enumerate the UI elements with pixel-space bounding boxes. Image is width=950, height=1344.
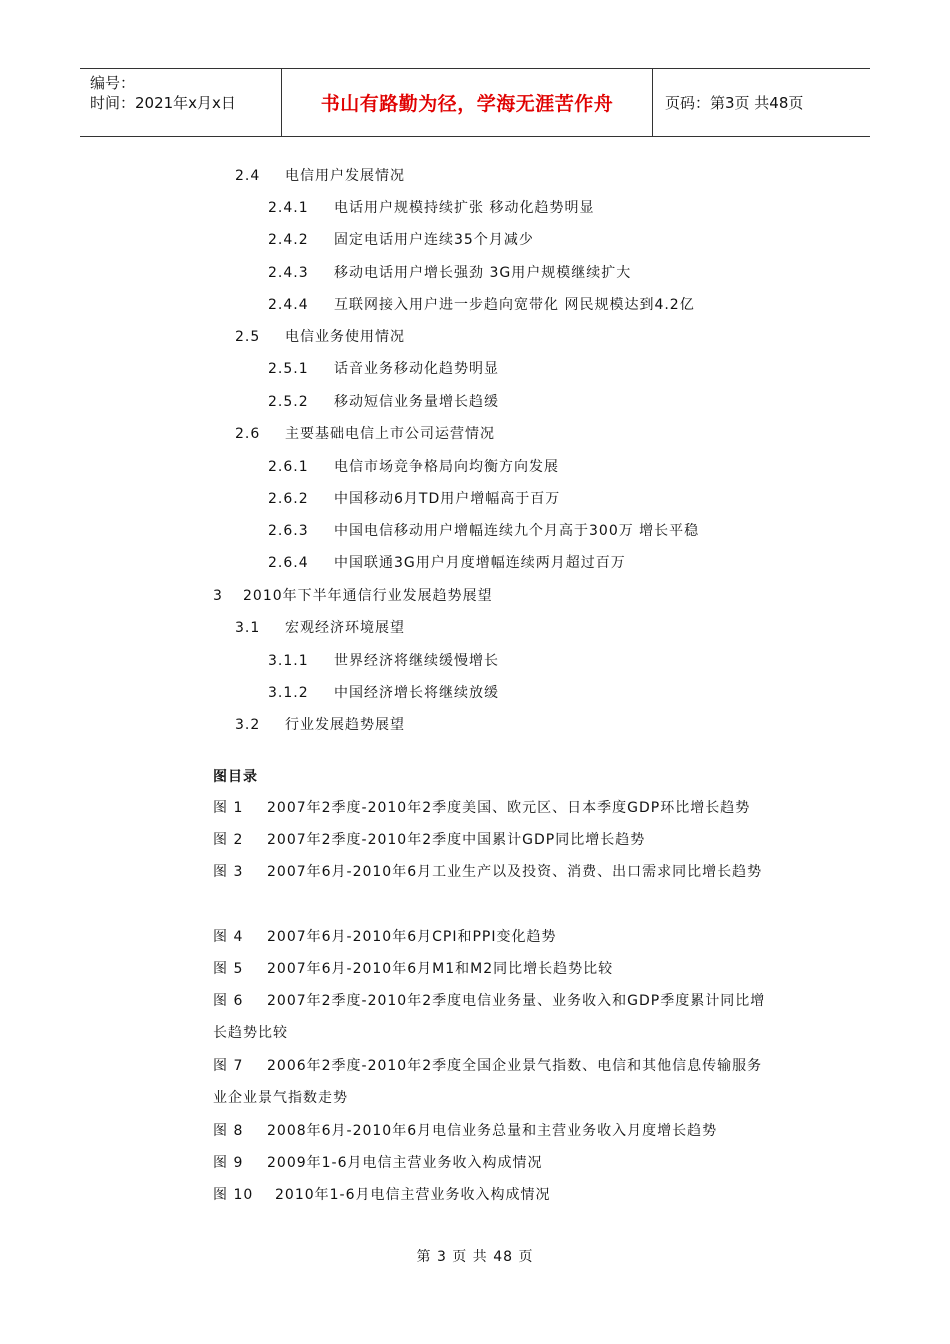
- toc-text: 行业发展趋势展望: [285, 717, 405, 733]
- toc-text: 中国移动6月TD用户增幅高于百万: [334, 491, 561, 507]
- document-number-label: 编号：: [90, 74, 136, 92]
- toc-number: 2.4.2: [268, 232, 309, 248]
- figure-entry[interactable]: [213, 1115, 773, 1147]
- toc-entry[interactable]: [235, 617, 405, 637]
- figure-number: 图 2: [213, 832, 244, 848]
- toc-number: 2.6.1: [268, 459, 309, 475]
- toc-number: 3.1: [235, 620, 261, 636]
- figure-entry[interactable]: [213, 856, 773, 888]
- toc-entry[interactable]: [268, 294, 695, 314]
- figure-number: 图 6: [213, 993, 244, 1009]
- toc-number: 2.6.3: [268, 523, 309, 539]
- figure-entry[interactable]: [213, 792, 773, 824]
- toc-entry[interactable]: [235, 714, 405, 734]
- figure-text: 2006年2季度-2010年2季度全国企业景气指数、电信和其他信息传输服务业企业景气指数走势: [213, 1058, 763, 1106]
- toc-entry[interactable]: [268, 650, 499, 670]
- figure-text: 2007年2季度-2010年2季度美国、欧元区、日本季度GDP环比增长趋势: [267, 800, 751, 816]
- figures-title: 图目录: [213, 769, 258, 785]
- toc-number: 2.4.4: [268, 297, 309, 313]
- figure-number: 图 3: [213, 864, 244, 880]
- toc-number: 3.1.2: [268, 685, 309, 701]
- figure-entry[interactable]: [213, 921, 773, 953]
- toc-text: 宏观经济环境展望: [285, 620, 405, 636]
- toc-entry[interactable]: [268, 488, 560, 508]
- figure-text: 2007年2季度-2010年2季度中国累计GDP同比增长趋势: [267, 832, 646, 848]
- figure-entry[interactable]: [213, 985, 773, 1049]
- toc-number: 3.2: [235, 717, 261, 733]
- toc-number: 2.6.4: [268, 555, 309, 571]
- figure-text: 2010年1-6月电信主营业务收入构成情况: [275, 1187, 551, 1203]
- toc-text: 世界经济将继续缓慢增长: [334, 653, 499, 669]
- figure-text: 2007年2季度-2010年2季度电信业务量、业务收入和GDP季度累计同比增长趋势比较: [213, 993, 766, 1041]
- toc-number: 2.5: [235, 329, 261, 345]
- toc-entry[interactable]: [268, 520, 699, 540]
- toc-entry[interactable]: [235, 423, 495, 443]
- toc-number: 2.4: [235, 168, 261, 184]
- figure-entry[interactable]: [213, 953, 773, 985]
- figure-number: 图 10: [213, 1187, 254, 1203]
- toc-text: 固定电话用户连续35个月减少: [334, 232, 534, 248]
- header-meta: [80, 69, 281, 136]
- toc-entry[interactable]: [268, 229, 534, 249]
- toc-text: 话音业务移动化趋势明显: [334, 361, 499, 377]
- toc-text: 中国经济增长将继续放缓: [334, 685, 499, 701]
- toc-text: 互联网接入用户进一步趋向宽带化 网民规模达到4.2亿: [334, 297, 695, 313]
- figure-number: 图 1: [213, 800, 244, 816]
- figure-text: 2007年6月-2010年6月工业生产以及投资、消费、出口需求同比增长趋势: [267, 864, 763, 880]
- figure-text: 2007年6月-2010年6月CPI和PPI变化趋势: [267, 929, 557, 945]
- toc-text: 移动短信业务量增长趋缓: [334, 394, 499, 410]
- toc-text: 主要基础电信上市公司运营情况: [285, 426, 495, 442]
- figure-text: 2007年6月-2010年6月M1和M2同比增长趋势比较: [267, 961, 614, 977]
- toc-entry[interactable]: [268, 552, 626, 572]
- toc-number: 2.6.2: [268, 491, 309, 507]
- toc-number: 2.5.1: [268, 361, 309, 377]
- toc-text: 移动电话用户增长强劲 3G用户规模继续扩大: [334, 265, 632, 281]
- toc-entry[interactable]: [213, 585, 493, 605]
- toc-entry[interactable]: [268, 358, 499, 378]
- toc-text: 电信市场竞争格局向均衡方向发展: [334, 459, 559, 475]
- toc-entry[interactable]: [235, 326, 405, 346]
- figure-number: 图 4: [213, 929, 244, 945]
- figure-text: 2009年1-6月电信主营业务收入构成情况: [267, 1155, 543, 1171]
- toc-number: 3: [213, 588, 223, 604]
- toc-number: 2.4.1: [268, 200, 309, 216]
- document-time-label: 时间：2021年x月x日: [90, 94, 236, 112]
- header-motto: 书山有路勤为径，学海无涯苦作舟: [281, 69, 653, 136]
- figure-number: 图 7: [213, 1058, 244, 1074]
- toc-entry[interactable]: [268, 197, 594, 217]
- toc-entry[interactable]: [235, 165, 405, 185]
- figure-number: 图 8: [213, 1123, 244, 1139]
- toc-text: 电话用户规模持续扩张 移动化趋势明显: [334, 200, 595, 216]
- toc-number: 2.5.2: [268, 394, 309, 410]
- figure-number: 图 5: [213, 961, 244, 977]
- figure-text: 2008年6月-2010年6月电信业务总量和主营业务收入月度增长趋势: [267, 1123, 718, 1139]
- figure-entry[interactable]: [213, 1179, 773, 1211]
- toc-number: 3.1.1: [268, 653, 309, 669]
- figure-entry[interactable]: [213, 1147, 773, 1179]
- toc-entry[interactable]: [268, 682, 499, 702]
- figure-number: 图 9: [213, 1155, 244, 1171]
- toc-entry[interactable]: [268, 262, 631, 282]
- page-footer: 第 3 页 共 48 页: [416, 1249, 534, 1265]
- figure-entry[interactable]: [213, 1050, 773, 1114]
- toc-text: 2010年下半年通信行业发展趋势展望: [243, 588, 493, 604]
- toc-text: 电信用户发展情况: [285, 168, 405, 184]
- toc-text: 电信业务使用情况: [285, 329, 405, 345]
- toc-entry[interactable]: [268, 456, 559, 476]
- page-header: [80, 68, 870, 137]
- header-page-label: 页码：第3页 共48页: [665, 94, 804, 112]
- figure-entry[interactable]: [213, 824, 773, 856]
- toc-entry[interactable]: [268, 391, 499, 411]
- toc-text: 中国电信移动用户增幅连续九个月高于300万 增长平稳: [334, 523, 700, 539]
- toc-number: 2.4.3: [268, 265, 309, 281]
- toc-number: 2.6: [235, 426, 261, 442]
- toc-text: 中国联通3G用户月度增幅连续两月超过百万: [334, 555, 626, 571]
